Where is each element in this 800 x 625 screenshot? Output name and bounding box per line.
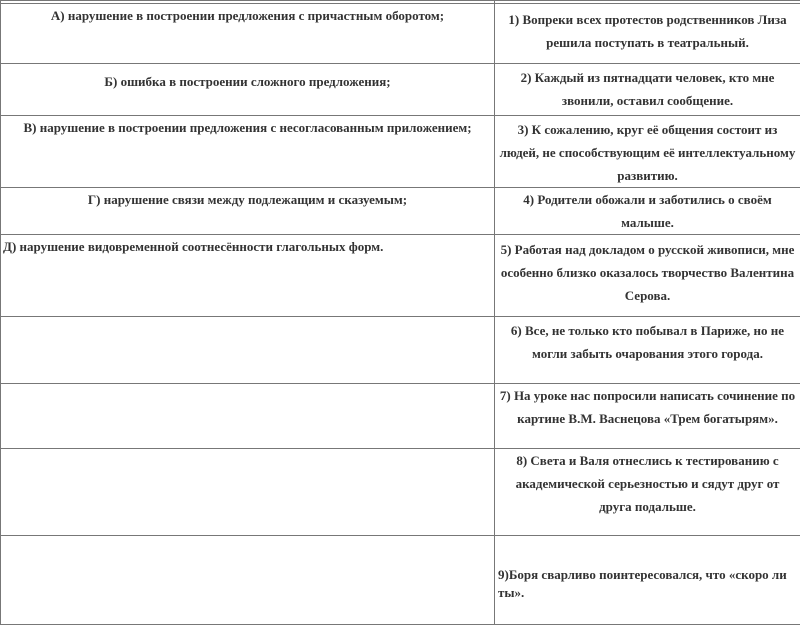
sentence-2: 2) Каждый из пятнадцати человек, кто мне звонили, оставил сообщение. (495, 64, 800, 116)
table-row (1, 64, 800, 116)
table-row (1, 317, 800, 384)
table-row (1, 235, 800, 317)
error-type-c: В) нарушение в построении предложения с несогласованным приложением; (1, 116, 495, 188)
table-row (1, 384, 800, 449)
table-row (1, 449, 800, 536)
sentence-1: 1) Вопреки всех протестов родственников Лиза решила поступать в театральный. (495, 4, 800, 64)
error-type-e: Д) нарушение видовременной соотнесённости глагольных форм. (1, 235, 495, 317)
table-row (1, 116, 800, 188)
error-type-d: Г) нарушение связи между подлежащим и сказуемым; (1, 188, 495, 235)
empty-cell (1, 317, 495, 384)
sentence-5: 5) Работая над докладом о русской живописи, мне особенно близко оказалось творчество Валентина Серова. (495, 235, 800, 317)
table-row (1, 4, 800, 64)
sentence-6: 6) Все, не только кто побывал в Париже, но не могли забыть очарования этого города. (495, 317, 800, 384)
error-type-b: Б) ошибка в построении сложного предложения; (1, 64, 495, 116)
sentence-3: 3) К сожалению, круг её общения состоит из людей, не способствующим её интеллектуальному развитию. (495, 116, 800, 188)
sentence-4: 4) Родители обожали и заботились о своём малыше. (495, 188, 800, 235)
empty-cell (1, 449, 495, 536)
table-row (1, 536, 800, 625)
empty-cell (1, 384, 495, 449)
table-row (1, 188, 800, 235)
empty-cell (1, 536, 495, 625)
sentence-7: 7) На уроке нас попросили написать сочинение по картине В.М. Васнецова «Трем богатырям». (495, 384, 800, 449)
sentence-8: 8) Света и Валя отнеслись к тестированию с академической серьезностью и сядут друг от друга подальше. (495, 449, 800, 536)
sentence-9: 9)Боря сварливо поинтересовался, что «скоро ли ты». (495, 536, 800, 625)
error-type-a: А) нарушение в построении предложения с причастным оборотом; (1, 4, 495, 64)
